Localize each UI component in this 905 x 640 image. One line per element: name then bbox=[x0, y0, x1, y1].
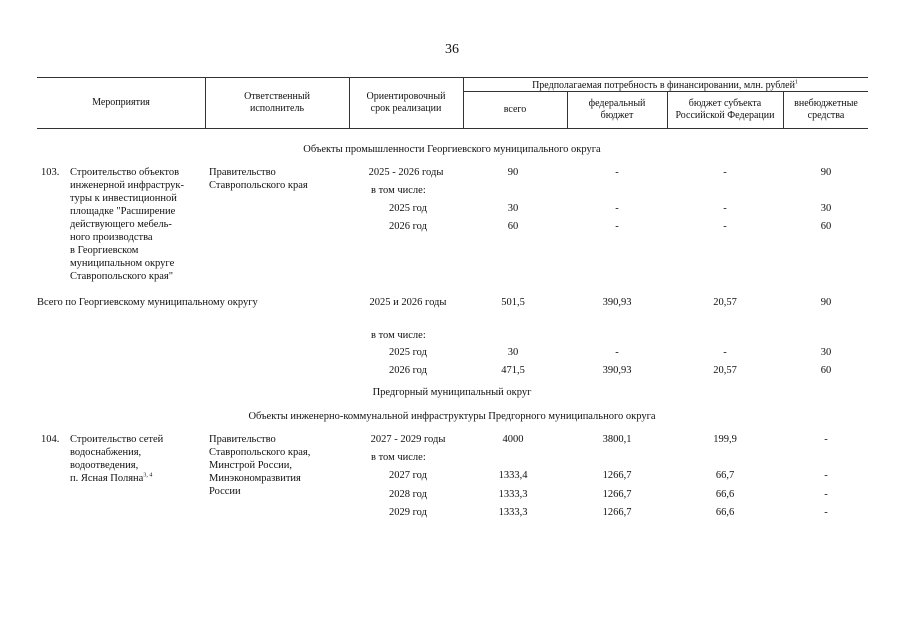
period-cell: в том числе: bbox=[371, 185, 426, 196]
extra-cell: - bbox=[824, 470, 828, 481]
total-cell: 1333,3 bbox=[498, 489, 528, 500]
federal-cell: 1266,7 bbox=[602, 489, 632, 500]
header-bottom-rule bbox=[37, 128, 868, 129]
header-federal: федеральный бюджет bbox=[588, 98, 646, 121]
period-cell: 2027 - 2029 годы bbox=[370, 434, 446, 445]
regional-cell: - bbox=[723, 347, 727, 358]
total-cell: 471,5 bbox=[501, 365, 525, 376]
extra-cell: 90 bbox=[820, 297, 832, 308]
federal-cell: 390,93 bbox=[602, 365, 632, 376]
header-regional: бюджет субъекта Российской Федерации bbox=[675, 98, 775, 121]
regional-cell: 66,6 bbox=[715, 507, 735, 518]
period-cell: в том числе: bbox=[371, 330, 426, 341]
header-activity: Мероприятия bbox=[92, 97, 150, 108]
extra-cell: - bbox=[824, 507, 828, 518]
header-financing: Предполагаемая потребность в финансировании, млн. рублей$^1$ bbox=[532, 79, 798, 91]
total-cell: 30 bbox=[507, 203, 519, 214]
header-extrabudget: внебюджетные средства bbox=[794, 98, 858, 121]
item-103-responsible: Правительство Ставропольского края bbox=[209, 167, 308, 191]
page-number: 36 bbox=[445, 42, 459, 57]
total-cell: 1333,3 bbox=[498, 507, 528, 518]
item-104-responsible: Правительство Ставропольского края, Минстрой России, Минэкономразвития России bbox=[209, 434, 311, 497]
extra-cell: 60 bbox=[820, 365, 832, 376]
federal-cell: 3800,1 bbox=[602, 434, 632, 445]
total-cell: 60 bbox=[507, 221, 519, 232]
period-cell: 2025 - 2026 годы bbox=[368, 167, 444, 178]
col-divider bbox=[463, 77, 464, 128]
extra-cell: 30 bbox=[820, 203, 832, 214]
period-cell: 2026 год bbox=[389, 365, 427, 376]
regional-cell: - bbox=[723, 203, 727, 214]
regional-cell: - bbox=[723, 221, 727, 232]
period-cell: 2025 и 2026 годы bbox=[369, 297, 447, 308]
item-104-number: 104. bbox=[41, 434, 60, 445]
total-cell: 1333,4 bbox=[498, 470, 528, 481]
extra-cell: 60 bbox=[820, 221, 832, 232]
federal-cell: 1266,7 bbox=[602, 470, 632, 481]
header-responsible: Ответственный исполнитель bbox=[244, 91, 310, 114]
period-cell: 2028 год bbox=[389, 489, 427, 500]
period-cell: 2026 год bbox=[389, 221, 427, 232]
period-cell: 2025 год bbox=[389, 347, 427, 358]
total-cell: 30 bbox=[507, 347, 519, 358]
extra-cell: - bbox=[824, 489, 828, 500]
federal-cell: - bbox=[615, 221, 619, 232]
regional-cell: - bbox=[723, 167, 727, 178]
period-cell: 2027 год bbox=[389, 470, 427, 481]
regional-cell: 199,9 bbox=[713, 434, 737, 445]
header-period: Ориентировочный срок реализации bbox=[366, 91, 446, 114]
section-title-utilities: Объекты инженерно-коммунальной инфраструктуры Предгорного муниципального округа bbox=[248, 411, 656, 422]
federal-cell: 390,93 bbox=[602, 297, 632, 308]
total-cell: 90 bbox=[507, 167, 519, 178]
regional-cell: 20,57 bbox=[713, 365, 737, 376]
total-georgievsk-label: Всего по Георгиевскому муниципальному округу bbox=[37, 297, 258, 308]
federal-cell: 1266,7 bbox=[602, 507, 632, 518]
extra-cell: 30 bbox=[820, 347, 832, 358]
item-104-name: Строительство сетей водоснабжения, водоотведения, п. Ясная Поляна$^{3, 4}$ bbox=[70, 434, 164, 484]
section-title-district: Предгорный муниципальный округ bbox=[372, 387, 532, 398]
regional-cell: 66,6 bbox=[715, 489, 735, 500]
period-cell: 2029 год bbox=[389, 507, 427, 518]
col-divider bbox=[349, 77, 350, 128]
col-divider bbox=[783, 91, 784, 128]
section-title-industry: Объекты промышленности Георгиевского муниципального округа bbox=[303, 144, 601, 155]
period-cell: 2025 год bbox=[389, 203, 427, 214]
header-top-rule bbox=[37, 77, 868, 78]
col-divider bbox=[567, 91, 568, 128]
col-divider bbox=[205, 77, 206, 128]
total-cell: 501,5 bbox=[501, 297, 525, 308]
item-103-name: Строительство объектов инженерной инфраструк- туры к инвестиционной площадке "Расширение действующего мебель- ного производства в Георгиевском муниципальном округе Ставропольского края" bbox=[70, 167, 184, 282]
period-cell: в том числе: bbox=[371, 452, 426, 463]
item-103-number: 103. bbox=[41, 167, 60, 178]
total-cell: 4000 bbox=[502, 434, 524, 445]
col-divider bbox=[667, 91, 668, 128]
federal-cell: - bbox=[615, 347, 619, 358]
extra-cell: - bbox=[824, 434, 828, 445]
extra-cell: 90 bbox=[820, 167, 832, 178]
federal-cell: - bbox=[615, 167, 619, 178]
regional-cell: 66,7 bbox=[715, 470, 735, 481]
federal-cell: - bbox=[615, 203, 619, 214]
regional-cell: 20,57 bbox=[713, 297, 737, 308]
header-total: всего bbox=[503, 104, 527, 115]
